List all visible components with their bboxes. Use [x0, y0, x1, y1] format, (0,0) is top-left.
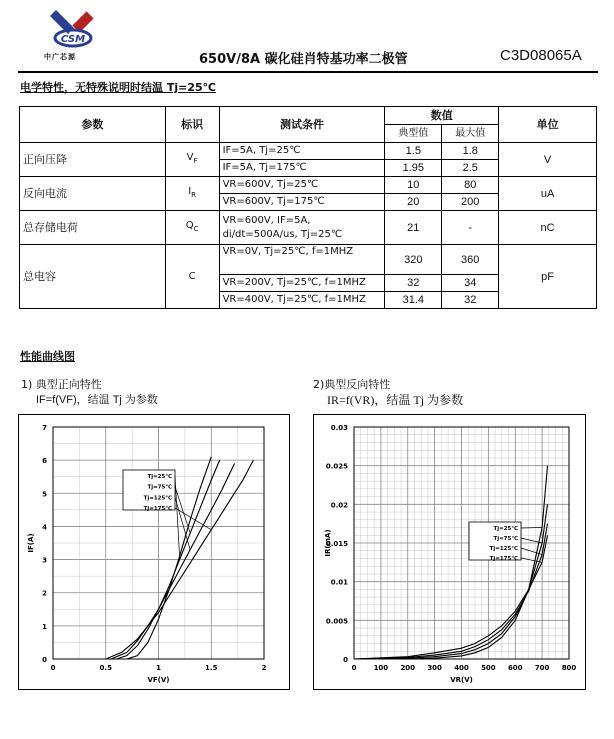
- table-row: [20, 211, 597, 245]
- x-tick-label: 1: [156, 664, 161, 672]
- legend-leader: [521, 548, 542, 555]
- legend-label: Tj=125℃: [143, 495, 172, 502]
- typ-cell: 10: [385, 177, 442, 194]
- reverse-chart-svg: [314, 415, 585, 689]
- forward-characteristic-chart: [18, 414, 290, 690]
- typ-cell: 20: [385, 194, 442, 211]
- x-axis-label: VF(V): [147, 676, 170, 684]
- svg-text:CSM: CSM: [60, 34, 86, 45]
- typ-cell: 1.95: [385, 160, 442, 177]
- condition-cell: VR=0V, Tj=25℃, f=1MHZ: [219, 245, 385, 275]
- typ-cell: 32: [385, 275, 442, 292]
- x-tick-label: 400: [454, 664, 469, 672]
- typ-cell: 320: [385, 245, 442, 275]
- condition-cell: IF=5A, Tj=25℃: [219, 143, 385, 160]
- unit-cell: nC: [499, 211, 597, 245]
- x-tick-label: 500: [481, 664, 496, 672]
- typ-cell: 1.5: [385, 143, 442, 160]
- max-cell: 32: [442, 292, 499, 309]
- max-cell: 80: [442, 177, 499, 194]
- x-tick-label: 0: [351, 664, 357, 672]
- max-cell: 360: [442, 245, 499, 275]
- series-line: [354, 466, 548, 659]
- param-cell: 总电容: [20, 245, 166, 309]
- unit-cell: uA: [499, 177, 597, 211]
- table-row: [20, 143, 597, 160]
- legend-label: Tj=175℃: [489, 556, 518, 562]
- x-axis-label: VR(V): [450, 676, 473, 684]
- param-cell: 正向压降: [20, 143, 166, 177]
- legend-leader: [175, 497, 190, 549]
- y-tick-label: 0.015: [325, 540, 348, 548]
- table-row: [20, 245, 597, 275]
- y-tick-label: 0.01: [330, 578, 348, 587]
- header-symbol: 标识: [165, 107, 219, 143]
- part-number: C3D08065A: [500, 47, 582, 64]
- header-param: 参数: [20, 107, 166, 143]
- x-tick-label: 100: [373, 664, 389, 672]
- legend-label: Tj=175℃: [143, 506, 172, 512]
- x-tick-label: 200: [400, 664, 416, 672]
- y-tick-label: 0.005: [325, 617, 348, 626]
- condition-cell: VR=600V, Tj=25℃: [219, 177, 385, 194]
- y-tick-label: 0.02: [330, 501, 348, 510]
- x-tick-label: 0.5: [99, 664, 112, 672]
- legend-label: Tj=25℃: [147, 474, 172, 480]
- company-logo: [38, 6, 108, 56]
- max-cell: 200: [442, 194, 499, 211]
- y-tick-label: 0: [343, 656, 348, 664]
- header-condition: 测试条件: [219, 107, 385, 143]
- symbol-cell: $V_F$: [165, 143, 219, 177]
- legend-label: Tj=75℃: [493, 536, 518, 542]
- reverse-chart-caption: 2)典型反向特性: [313, 378, 391, 391]
- table-row: [20, 177, 597, 194]
- x-tick-label: 800: [561, 664, 577, 672]
- x-tick-label: 600: [507, 664, 523, 672]
- reverse-chart-subcaption: IR=f(VR)，结温 Tj 为参数: [327, 393, 464, 407]
- max-cell: 1.8: [442, 143, 499, 160]
- y-tick-label: 3: [42, 556, 47, 565]
- y-tick-label: 2: [42, 589, 47, 598]
- y-tick-label: 0: [42, 656, 47, 664]
- section-title-electrical: 电学特性，无特殊说明时结温 Tj=25℃: [20, 81, 216, 94]
- document-title: 650V/8A 碳化硅肖特基功率二极管: [199, 52, 408, 67]
- y-tick-label: 6: [42, 457, 47, 466]
- x-tick-label: 300: [427, 664, 442, 672]
- max-cell: 2.5: [442, 160, 499, 177]
- param-cell: 反向电流: [20, 177, 166, 211]
- y-tick-label: 7: [42, 424, 47, 432]
- param-cell: 总存储电荷: [20, 211, 166, 245]
- y-tick-label: 0.03: [330, 424, 348, 432]
- header-typ: 典型值: [385, 125, 442, 143]
- condition-cell: IF=5A, Tj=175℃: [219, 160, 385, 177]
- forward-chart-subcaption: IF=f(VF)，结温 Tj 为参数: [36, 394, 158, 406]
- header-unit: 单位: [499, 107, 597, 143]
- y-axis-label: IR(mA): [324, 529, 332, 557]
- condition-cell: VR=400V, Tj=25℃, f=1MHZ: [219, 292, 385, 309]
- header-max: 最大值: [442, 125, 499, 143]
- symbol-cell: C: [165, 245, 219, 309]
- symbol-cell: $Q_C$: [165, 211, 219, 245]
- x-tick-label: 700: [534, 664, 550, 672]
- company-name: 中广芯源: [44, 53, 76, 61]
- electrical-characteristics-table: [19, 106, 597, 309]
- forward-chart-svg: [19, 415, 289, 689]
- x-tick-label: 0: [50, 664, 56, 672]
- forward-chart-caption: 1) 典型正向特性: [21, 378, 102, 391]
- max-cell: -: [442, 211, 499, 245]
- condition-cell: VR=600V, Tj=175℃: [219, 194, 385, 211]
- y-tick-label: 0.025: [325, 462, 348, 471]
- max-cell: 34: [442, 275, 499, 292]
- header-value: 数值: [385, 107, 499, 125]
- x-tick-label: 2: [261, 664, 267, 672]
- typ-cell: 21: [385, 211, 442, 245]
- legend-label: Tj=25℃: [493, 526, 518, 532]
- x-tick-label: 1.5: [205, 664, 218, 672]
- y-axis-label: IF(A): [27, 533, 35, 553]
- unit-cell: V: [499, 143, 597, 177]
- y-tick-label: 5: [42, 490, 47, 499]
- y-tick-label: 4: [42, 523, 47, 532]
- legend-label: Tj=125℃: [489, 546, 518, 552]
- unit-cell: pF: [499, 245, 597, 309]
- legend-label: Tj=75℃: [147, 484, 172, 491]
- section-title-curves: 性能曲线图: [20, 350, 75, 363]
- condition-cell: VR=200V, Tj=25℃, f=1MHZ: [219, 275, 385, 292]
- header-divider: [18, 71, 598, 73]
- typ-cell: 31.4: [385, 292, 442, 309]
- y-tick-label: 1: [42, 622, 47, 631]
- condition-cell: VR=600V, IF=5A, di/dt=500A/us, Tj=25℃: [219, 211, 385, 245]
- reverse-characteristic-chart: [313, 414, 586, 690]
- symbol-cell: $I_R$: [165, 177, 219, 211]
